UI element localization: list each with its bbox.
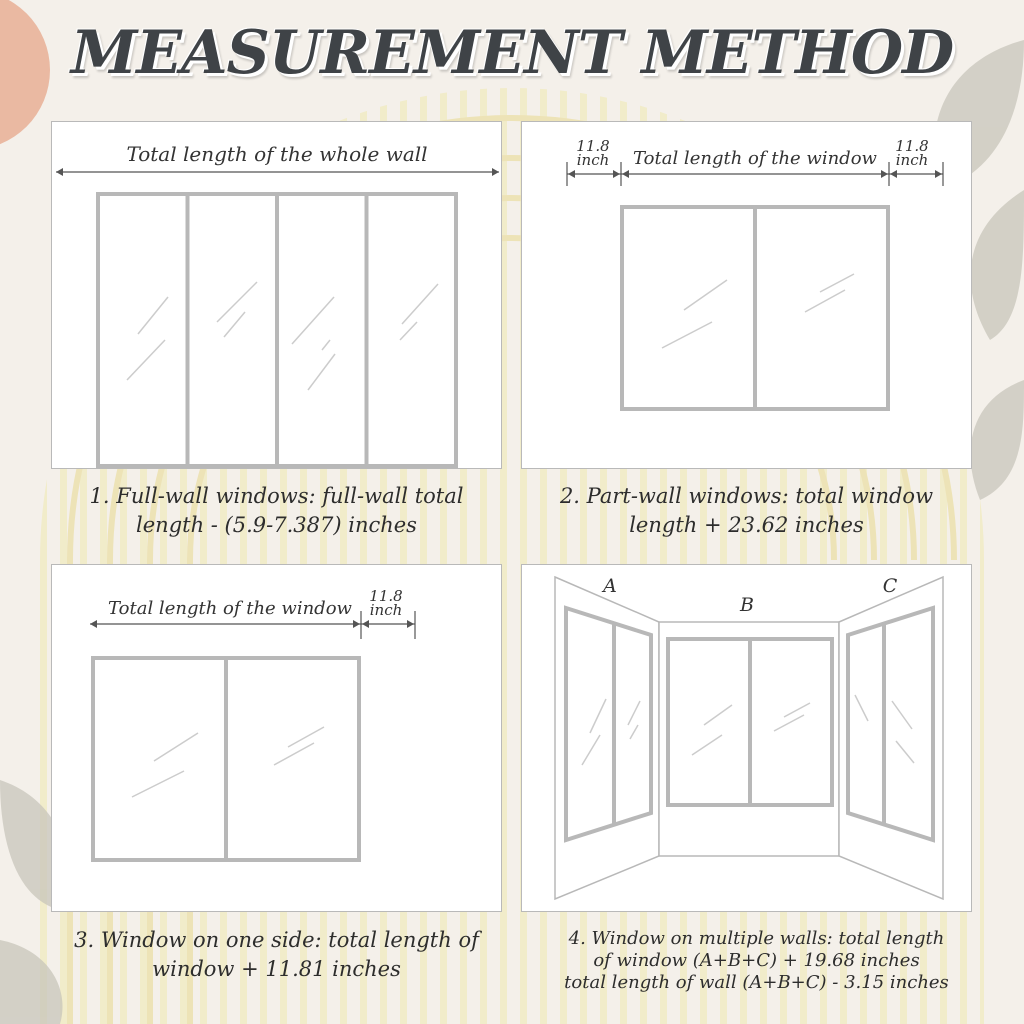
- panel-full-wall: [51, 121, 502, 469]
- wall-label-c: C: [882, 575, 898, 597]
- glass-reflection: [662, 274, 854, 348]
- panel-one-side: [51, 564, 502, 912]
- two-pane-window: [93, 658, 359, 860]
- two-pane-window: [622, 207, 888, 409]
- side-value-left: 11.8: [576, 137, 610, 155]
- caption-2: 2. Part-wall windows: total window length + 23.62 inches: [559, 484, 934, 537]
- page-title: MEASUREMENT METHOD: [70, 18, 954, 88]
- panel-part-wall: [521, 121, 972, 469]
- side-unit: inch: [369, 601, 403, 619]
- glass-reflection: [127, 282, 438, 390]
- panel-multiple-walls: [521, 564, 972, 912]
- four-pane-window: [98, 194, 456, 466]
- side-unit-right: inch: [895, 151, 929, 169]
- window-length-label: Total length of the window: [108, 598, 352, 619]
- caption-3: 3. Window on one side: total length of window + 11.81 inches: [74, 928, 479, 981]
- wall-length-label: Total length of the whole wall: [126, 142, 428, 166]
- caption-4: 4. Window on multiple walls: total length of window (A+B+C) + 19.68 inches total length of wall (A+B+C) - 3.15 inches: [564, 928, 949, 993]
- wall-label-a: A: [603, 575, 617, 597]
- side-value-right: 11.8: [895, 137, 929, 155]
- caption-1: 1. Full-wall windows: full-wall total length - (5.9-7.387) inches: [89, 484, 464, 537]
- side-unit-left: inch: [576, 151, 610, 169]
- wall-length-arrow: [56, 168, 499, 176]
- wall-label-b: B: [740, 594, 754, 616]
- window-length-label: Total length of the window: [633, 148, 877, 169]
- side-value: 11.8: [369, 587, 403, 605]
